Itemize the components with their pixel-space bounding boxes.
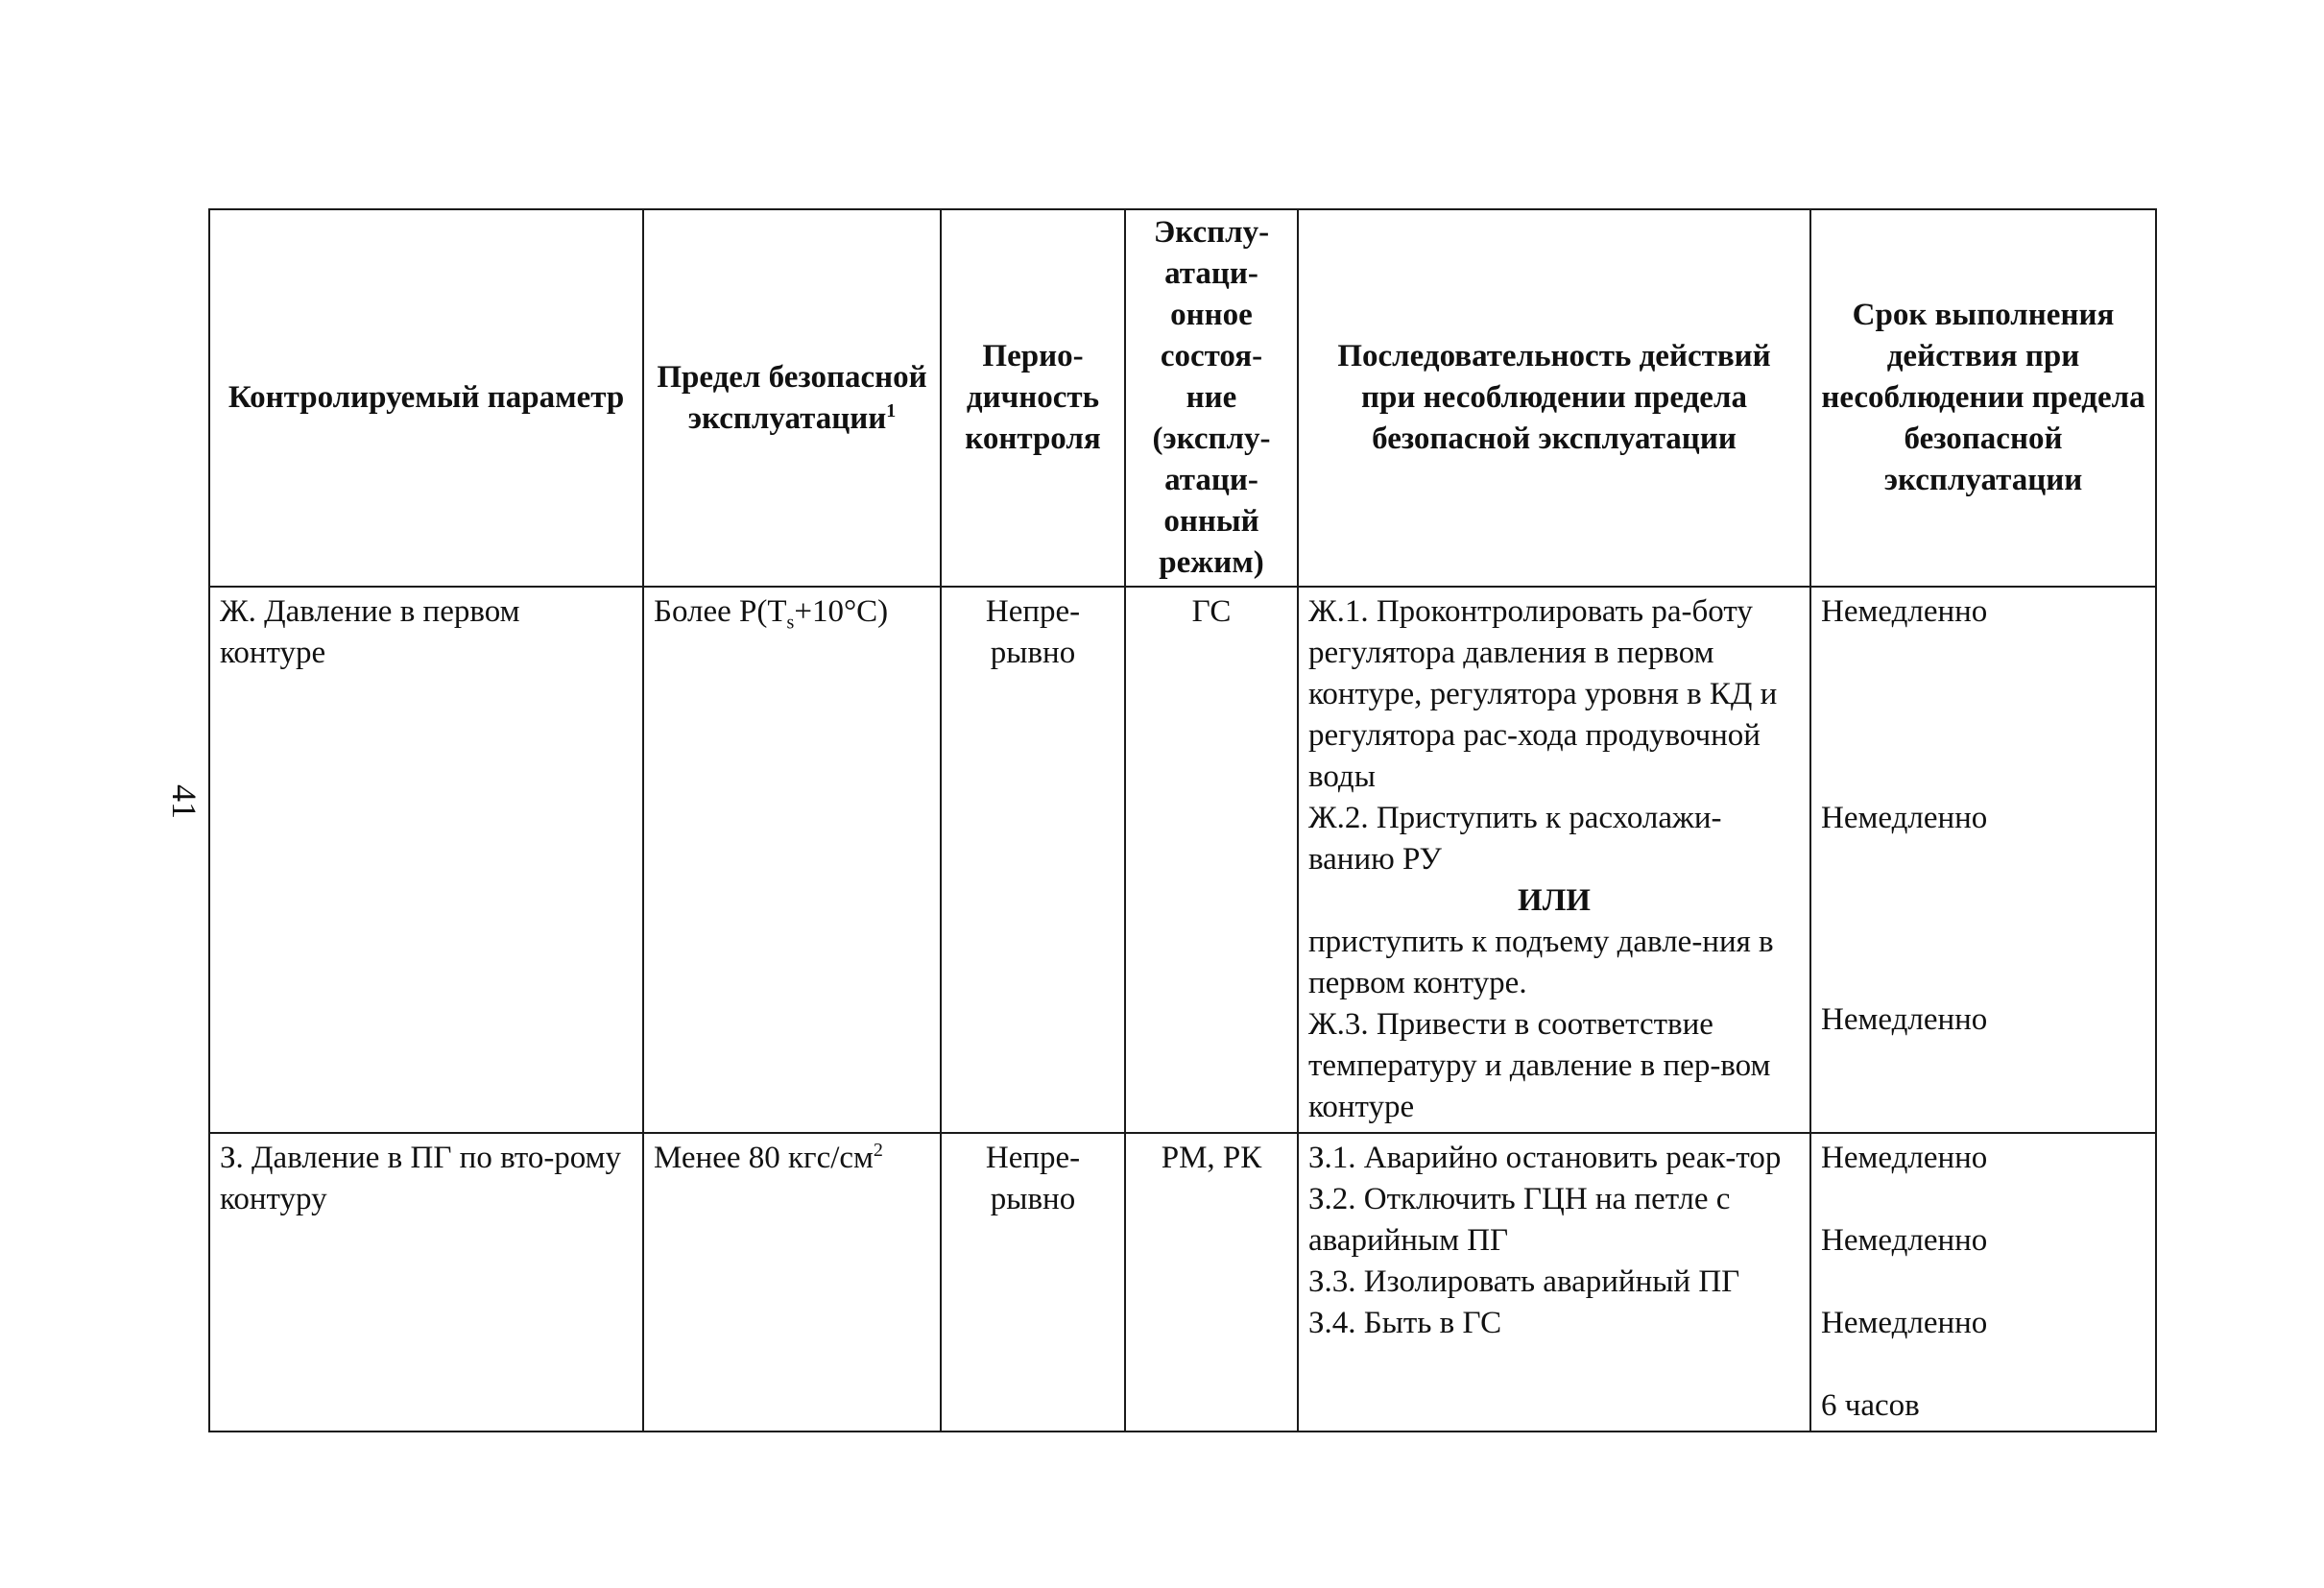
- row1-actions: [1298, 587, 1810, 1133]
- header-action-sequence: Последовательность действий при несоблюдении предела безопасной эксплуатации: [1298, 209, 1810, 587]
- row1-period: Непре-рывно: [941, 587, 1125, 1133]
- safety-limits-table: [208, 208, 2157, 1432]
- row2-action-4: З.4. Быть в ГС: [1308, 1306, 1502, 1340]
- header-deadline: Срок выполнения действия при несоблюдении предела безопасной эксплуатации: [1810, 209, 2156, 587]
- row1-deadline-2: Немедленно: [1821, 801, 1988, 835]
- row2-action-2: З.2. Отключить ГЦН на петле с аварийным ПГ: [1308, 1182, 1731, 1258]
- row2-limit-prefix: Менее 80 кгс/см: [654, 1141, 874, 1175]
- header-controlled-parameter: Контролируемый параметр: [209, 209, 643, 587]
- row1-action-2: Ж.2. Приступить к расхолажи-ванию РУ: [1308, 801, 1722, 877]
- row2-parameter: З. Давление в ПГ по вто-рому контуру: [209, 1133, 643, 1432]
- row2-action-1: З.1. Аварийно остановить реак-тор: [1308, 1141, 1782, 1175]
- row1-limit-subscript: s: [786, 612, 795, 634]
- row1-parameter: Ж. Давление в первом контуре: [209, 587, 643, 1133]
- row1-limit-suffix: +10°C): [794, 594, 889, 629]
- row1-state: ГС: [1125, 587, 1298, 1133]
- row2-state: РМ, РК: [1125, 1133, 1298, 1432]
- table-header-row: [209, 209, 2156, 587]
- row1-action-2-alt: приступить к подъему давле-ния в первом контуре.: [1308, 925, 1774, 1000]
- row2-deadline-1: Немедленно: [1821, 1141, 1988, 1175]
- row1-deadline-3: Немедленно: [1821, 1002, 1988, 1037]
- header-operating-state: Эксплу-атаци-онное состоя-ние (эксплу-атаци-онный режим): [1125, 209, 1298, 587]
- page-number: 41: [165, 784, 204, 819]
- row1-limit: [643, 587, 941, 1133]
- row1-or-label: ИЛИ: [1518, 883, 1591, 918]
- row1-limit-prefix: Более P(T: [654, 594, 787, 629]
- footnote-marker: 1: [886, 399, 897, 421]
- row2-limit: [643, 1133, 941, 1432]
- header-safety-limit-text: Предел безопасной эксплуатации: [657, 359, 927, 436]
- row2-limit-superscript: 2: [873, 1140, 883, 1161]
- row1-action-3: Ж.3. Привести в соответствие температуру и давление в пер-вом контуре: [1308, 1007, 1771, 1124]
- table-row: [209, 587, 2156, 1133]
- row2-deadlines: [1810, 1133, 2156, 1432]
- row2-deadline-2: Немедленно: [1821, 1223, 1988, 1258]
- header-control-period: Перио-дичность контроля: [941, 209, 1125, 587]
- header-safety-limit: [643, 209, 941, 587]
- row2-deadline-3: Немедленно: [1821, 1306, 1988, 1340]
- row1-deadlines: [1810, 587, 2156, 1133]
- row1-action-1: Ж.1. Проконтролировать ра-боту регулятора давления в первом контуре, регулятора уровня в КД и регулятора рас-хода продувочной воды: [1308, 594, 1778, 794]
- row2-action-3: З.3. Изолировать аварийный ПГ: [1308, 1264, 1740, 1299]
- row1-deadline-1: Немедленно: [1821, 594, 1988, 629]
- row2-deadline-4: 6 часов: [1821, 1388, 1920, 1423]
- row2-period: Непре-рывно: [941, 1133, 1125, 1432]
- row2-actions: [1298, 1133, 1810, 1432]
- table-row: [209, 1133, 2156, 1432]
